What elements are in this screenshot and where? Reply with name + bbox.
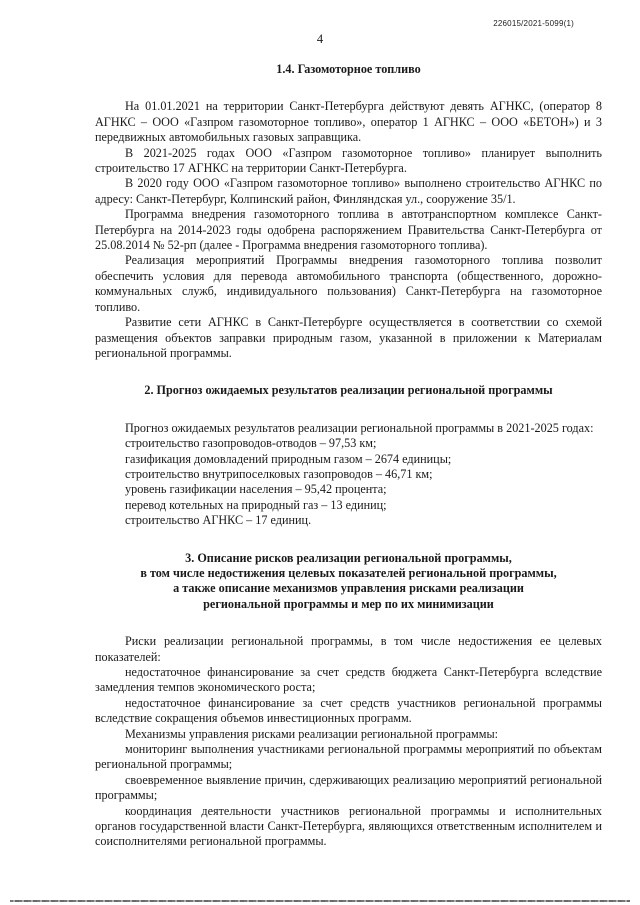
- paragraph: недостаточное финансирование за счет средств бюджета Санкт-Петербурга вследствие замедления темпов экономического роста;: [95, 665, 602, 695]
- paragraph: Развитие сети АГНКС в Санкт-Петербурге осуществляется в соответствии со схемой размещения объектов заправки природным газом, указанной в приложении к Материалам региональной программы.: [95, 315, 602, 360]
- paragraph: Реализация мероприятий Программы внедрения газомоторного топлива позволит обеспечить условия для перевода автомобильного транспорта (общественного, дорожно-коммунальных служб, индивидуального пользования) Санкт-Петербурга на газомоторное топливо.: [95, 253, 602, 314]
- list-item: строительство газопроводов-отводов – 97,53 км;: [125, 436, 377, 451]
- paragraph: Риски реализации региональной программы, в том числе недостижения ее целевых показателей:: [95, 634, 602, 664]
- document-id: 226015/2021-5099(1): [493, 19, 574, 28]
- paragraph: В 2020 году ООО «Газпром газомоторное топливо» выполнено строительство АГНКС по адресу: Санкт-Петербург, Колпинский район, Финляндская ул., сооружение 35/1.: [95, 176, 602, 206]
- list-item: перевод котельных на природный газ – 13 единиц;: [125, 497, 387, 512]
- paragraph: недостаточное финансирование за счет средств участников региональной программы вследствие сокращения объемов инвестиционных программ.: [95, 695, 602, 726]
- section-heading-3-line: в том числе недостижения целевых показателей региональной программы,: [140, 565, 557, 580]
- list-item: строительство АГНКС – 17 единиц.: [125, 513, 312, 528]
- paragraph: В 2021-2025 годах ООО «Газпром газомоторное топливо» планирует выполнить строительство 17 АГНКС на территории Санкт-Петербурга.: [95, 145, 602, 176]
- list-item: газификация домовладений природным газом – 2674 единицы;: [125, 451, 452, 466]
- paragraph: Прогноз ожидаемых результатов реализации региональной программы в 2021-2025 годах:: [125, 420, 594, 435]
- paragraph: координация деятельности участников региональной программы и исполнительных органов государственной власти Санкт-Петербурга, являющихся ответственным исполнителем и соисполнителями региональной программы.: [95, 803, 602, 849]
- section-heading-3-line: 3. Описание рисков реализации региональной программы,: [185, 550, 512, 565]
- paragraph: Программа внедрения газомоторного топлива в автотранспортном комплексе Санкт-Петербурга на 2014-2023 годы одобрена распоряжением Правительства Санкт-Петербурга от 25.08.2014 № 52-рп (далее - Программа внедрения газомоторного топлива).: [95, 207, 602, 253]
- document-body: [95, 62, 602, 850]
- list-item: строительство внутрипоселковых газопроводов – 46,71 км;: [125, 466, 433, 481]
- paragraph: На 01.01.2021 на территории Санкт-Петербурга действуют девять АГНКС, (оператор 8 АГНКС – ООО «Газпром газомоторное топливо», оператор 1 АГНКС – ООО «БЕТОН») и 3 передвижных автомобильных газовых заправщика.: [95, 99, 602, 145]
- paragraph: мониторинг выполнения участниками региональной программы мероприятий по объектам региональной программы;: [95, 742, 602, 772]
- paragraph: своевременное выявление причин, сдерживающих реализацию мероприятий региональной программы;: [95, 772, 602, 803]
- scan-edge-line: [10, 900, 630, 902]
- page-number: 4: [316, 32, 324, 46]
- section-heading-1-4: 1.4. Газомоторное топливо: [276, 62, 421, 76]
- paragraph: Механизмы управления рисками реализации региональной программы:: [125, 726, 499, 741]
- section-heading-3-line: а также описание механизмов управления рисками реализации: [173, 581, 524, 596]
- section-heading-3-line: региональной программы и мер по их минимизации: [203, 596, 494, 611]
- list-item: уровень газификации населения – 95,42 процента;: [125, 482, 387, 497]
- section-heading-2: 2. Прогноз ожидаемых результатов реализации региональной программы: [144, 383, 553, 398]
